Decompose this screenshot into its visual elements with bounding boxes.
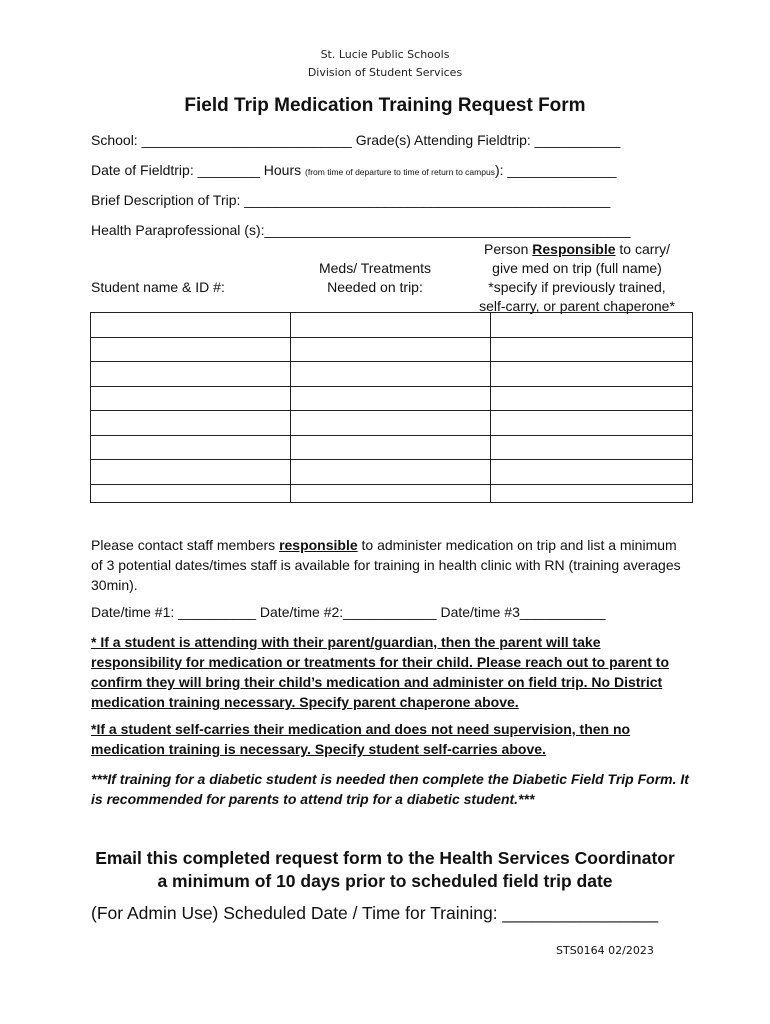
header-org: St. Lucie Public Schools (320, 48, 450, 61)
table-cell[interactable] (491, 313, 693, 338)
school-field[interactable]: School: ___________________________ Grade(s) Attending Fieldtrip: ___________ (91, 132, 621, 148)
date-prefix: Date of Fieldtrip: ________ Hours (91, 162, 306, 178)
table-row (91, 362, 693, 387)
table-cell[interactable] (491, 411, 693, 436)
fieldtrip-date-field[interactable] (91, 162, 616, 178)
contact-instructions (91, 535, 691, 595)
table-cell[interactable] (491, 435, 693, 460)
person-column-header (462, 240, 692, 316)
table-row (91, 435, 693, 460)
table-cell[interactable] (290, 460, 491, 485)
table-cell[interactable] (91, 484, 291, 502)
health-paraprofessional-field[interactable]: Health Paraprofessional (s):_______________________________________________ (91, 222, 631, 238)
table-cell[interactable] (290, 484, 491, 502)
person-header-line4: self-carry, or parent chaperone* (479, 298, 675, 314)
table-cell[interactable] (91, 362, 291, 387)
training-dates-field[interactable]: Date/time #1: __________ Date/time #2:____________ Date/time #3___________ (91, 604, 606, 620)
table-cell[interactable] (91, 337, 291, 362)
table-cell[interactable] (491, 386, 693, 411)
meds-column-header (300, 259, 450, 297)
table-cell[interactable] (290, 386, 491, 411)
person-header-responsible: Responsible (532, 241, 616, 257)
diabetic-note: ***If training for a diabetic student is needed then complete the Diabetic Field Trip Form. It is recommended for parents to attend trip for a diabetic student.*** (91, 771, 689, 807)
table-row (91, 484, 693, 502)
admin-training-field[interactable]: (For Admin Use) Scheduled Date / Time for Training: ________________ (91, 903, 659, 923)
parent-note: * If a student is attending with their parent/guardian, then the parent will take responsibility for medication or treatments for their child. Please reach out to parent to confirm they will bring their child’s medication and administer on field trip. No District medication training necessary. Specify parent chaperone above. (91, 634, 669, 710)
email-line2: a minimum of 10 days prior to scheduled field trip date (157, 871, 613, 891)
contact-responsible: responsible (279, 537, 358, 553)
table-row (91, 386, 693, 411)
table-cell[interactable] (290, 313, 491, 338)
contact-post: to administer medication on trip and list a minimum of 3 potential dates/times staff is available for training in health clinic with RN (training averages 30min). (91, 537, 681, 593)
medication-table (90, 312, 693, 503)
table-cell[interactable] (91, 411, 291, 436)
form-code: STS0164 02/2023 (556, 944, 654, 957)
date-suffix: ): ______________ (494, 162, 617, 178)
person-header-line3: *specify if previously trained, (488, 279, 666, 295)
table-row (91, 411, 693, 436)
person-header-post: to carry/ (615, 241, 670, 257)
table-cell[interactable] (491, 484, 693, 502)
email-instructions (0, 847, 770, 893)
table-cell[interactable] (91, 386, 291, 411)
table-cell[interactable] (491, 337, 693, 362)
table-cell[interactable] (290, 362, 491, 387)
table-cell[interactable] (91, 435, 291, 460)
table-row (91, 460, 693, 485)
table-cell[interactable] (491, 362, 693, 387)
date-hint: (from time of departure to time of return to campus (305, 167, 495, 177)
table-cell[interactable] (290, 435, 491, 460)
person-header-pre: Person (484, 241, 533, 257)
trip-description-field[interactable]: Brief Description of Trip: _______________________________________________ (91, 192, 611, 208)
student-column-header: Student name & ID #: (91, 279, 225, 295)
self-carry-note: *If a student self-carries their medication and does not need supervision, then no medication training is necessary. Specify student self-carries above. (91, 721, 631, 757)
table-cell[interactable] (491, 460, 693, 485)
table-row (91, 337, 693, 362)
table-row (91, 313, 693, 338)
person-header-line2: give med on trip (full name) (492, 260, 662, 276)
page-title: Field Trip Medication Training Request Form (184, 95, 586, 116)
contact-pre: Please contact staff members (91, 537, 280, 553)
table-cell[interactable] (290, 337, 491, 362)
header-division: Division of Student Services (307, 66, 463, 79)
meds-header-line1: Meds/ Treatments (318, 260, 432, 276)
email-line1: Email this completed request form to the Health Services Coordinator (95, 848, 675, 868)
table-cell[interactable] (91, 313, 291, 338)
meds-header-line2: Needed on trip: (327, 279, 423, 295)
table-cell[interactable] (290, 411, 491, 436)
table-cell[interactable] (91, 460, 291, 485)
